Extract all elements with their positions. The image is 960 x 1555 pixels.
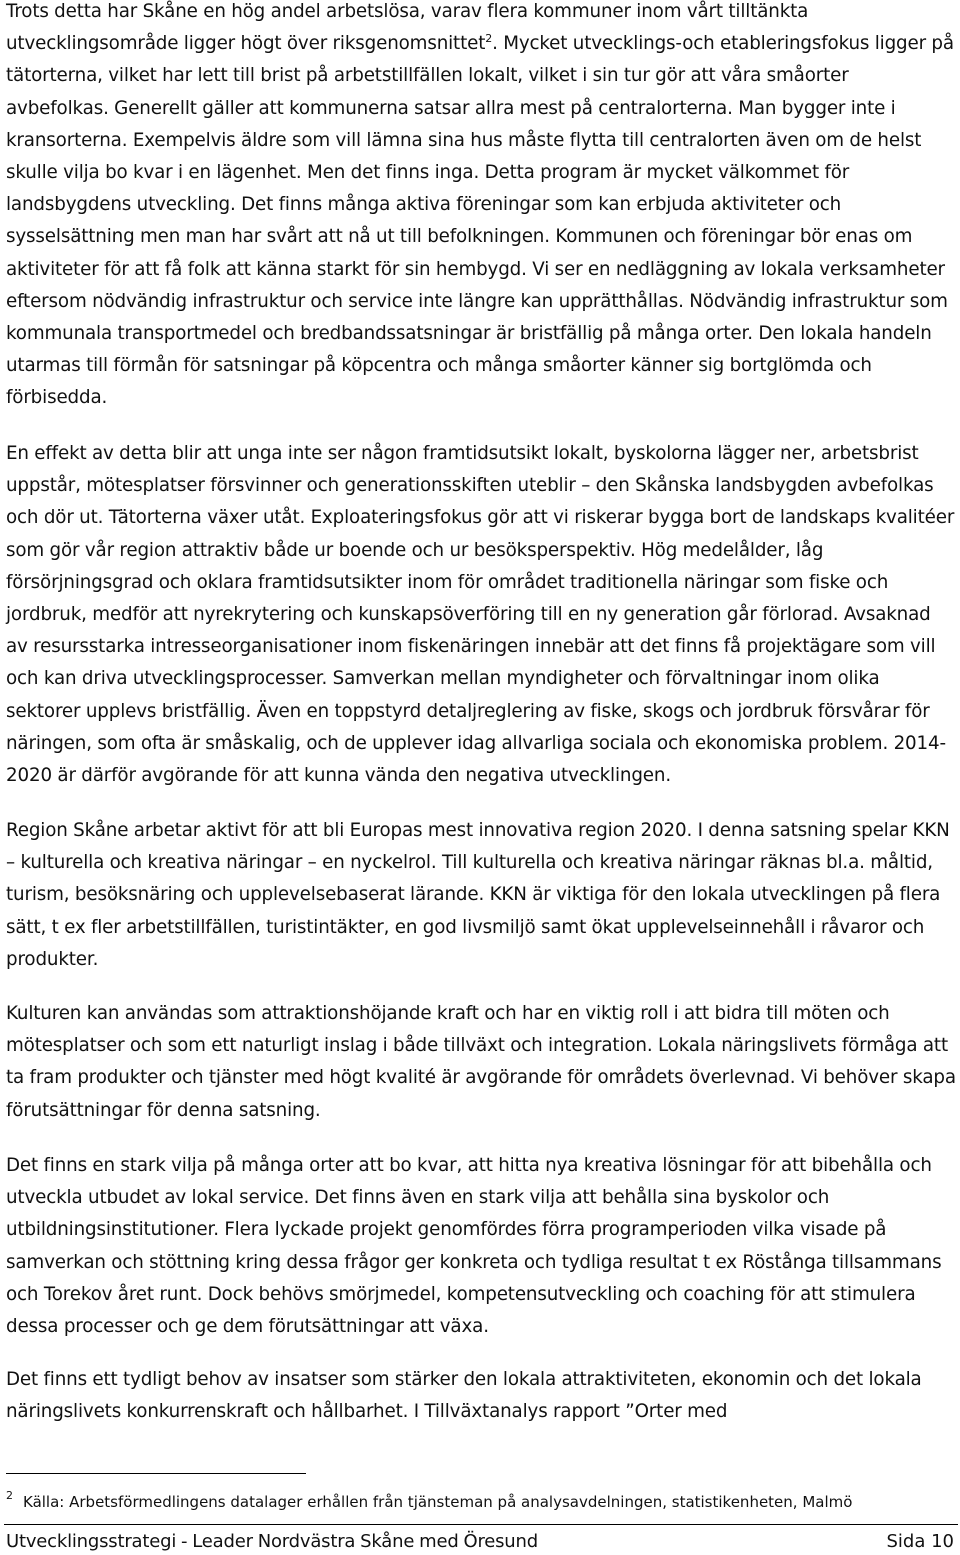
footnote-divider — [6, 1473, 306, 1474]
footnote-number: 2 — [6, 1489, 13, 1502]
paragraph-5: Det finns en stark vilja på många orter att bo kvar, att hitta nya kreativa lösningar för att bibehålla och utveckla utbudet av lokal service. Det finns även en stark vilja att behålla sina byskolor och utbildningsinstitutioner. Flera lyckade projekt genomfördes förra programperioden vilka visade på samverkan och stöttning kring dessa frågor ger konkreta och tydliga resultat t ex Röstånga tillsammans och Torekov året runt. Dock behövs smörjmedel, kompetensutveckling och coaching för att stimulera dessa processer och ge dem förutsättningar att växa. — [6, 1155, 942, 1338]
paragraph-1 — [6, 0, 956, 415]
footer-divider — [4, 1524, 958, 1525]
footnote — [6, 1483, 956, 1515]
footnote-text: Källa: Arbetsförmedlingens datalager erhållen från tjänsteman på analysavdelningen, statistikenheten, Malmö — [23, 1493, 853, 1511]
page-number: Sida 10 — [886, 1531, 954, 1552]
paragraph-1-text-end: . Mycket utvecklings-och etableringsfokus ligger på tätorterna, vilket har lett till brist på arbetstillfällen lokalt, vilket i sin tur gör att våra småorter avbefolkas. Generellt gäller att kommunerna satsar allra mest på centralorterna. Man bygger inte i kransorterna. Exempelvis äldre som vill lämna sina hus måste flytta till centralorten även om de helst skulle vilja bo kvar i en lägenhet. Men det finns inga. Detta program är mycket välkommet för landsbygdens utveckling. Det finns många aktiva föreningar som kan erbjuda aktiviteter och sysselsättning men man har svårt att nå ut till befolkningen. Kommunen och föreningar bör enas om aktiviteter för att få folk att känna starkt för sin hembygd. Vi ser en nedläggning av lokala verksamheter eftersom nödvändig infrastruktur och service inte längre kan upprätthållas. Nödvändig infrastruktur som kommunala transportmedel och bredbandssatsningar är bristfällig på många orter. Den lokala handeln utarmas till förmån för satsningar på köpcentra och många småorter känner sig bortglömda och förbisedda. — [6, 33, 954, 409]
paragraph-4: Kulturen kan användas som attraktionshöjande kraft och har en viktig roll i att bidra till möten och mötesplatser och som ett naturligt inslag i både tillväxt och integration. Lokala näringslivets förmåga att ta fram produkter och tjänster med högt kvalité är avgörande för områdets överlevnad. Vi behöver skapa förutsättningar för denna satsning. — [6, 1003, 956, 1121]
paragraph-1-text-start: Trots detta har Skåne en hög andel arbetslösa, varav flera kommuner inom vårt tilltänkta utvecklingsområde ligger högt över riksgenomsnittet — [6, 1, 809, 55]
footer-title: Utvecklingsstrategi - Leader Nordvästra Skåne med Öresund — [6, 1531, 538, 1552]
paragraph-2: En effekt av detta blir att unga inte ser någon framtidsutsikt lokalt, byskolorna lägger ner, arbetsbrist uppstår, mötesplatser försvinner och generationsskiften uteblir – den Skånska landsbygden avbefolkas och dör ut. Tätorterna växer utåt. Exploateringsfokus gör att vi riskerar bygga bort de landskaps kvalitéer som gör vår region attraktiv både ur boende och ur besöksperspektiv. Hög medelålder, låg försörjningsgrad och oklara framtidsutsikter inom för området traditionella näringar som fiske och jordbruk, medför att nyrekrytering och kunskapsöverföring till en ny generation går förlorad. Avsaknad av resursstarka intresseorganisationer inom fiskenäringen innebär att det finns få projektägare som vill och kan driva utvecklingsprocesser. Samverkan mellan myndigheter och förvaltningar inom olika sektorer upplevs bristfällig. Även en toppstyrd detaljreglering av fiske, skogs och jordbruk försvårar för näringen, som ofta är småskalig, och de upplever idag allvarliga sociala och ekonomiska problem. 2014-2020 är därför avgörande för att kunna vända den negativa utvecklingen. — [6, 443, 955, 787]
paragraph-6: Det finns ett tydligt behov av insatser som stärker den lokala attraktiviteten, ekonomin och det lokala näringslivets konkurrenskraft och hållbarhet. I Tillväxtanalys rapport ”Orter med — [6, 1369, 922, 1423]
paragraph-3: Region Skåne arbetar aktivt för att bli Europas mest innovativa region 2020. I denna satsning spelar KKN – kulturella och kreativa näringar – en nyckelrol. Till kulturella och kreativa näringar räknas bl.a. måltid, turism, besöksnäring och upplevelsebaserat lärande. KKN är viktiga för den lokala utvecklingen på flera sätt, t ex fler arbetstillfällen, turistintäkter, en god livsmiljö samt ökat upplevelseinnehåll i råvaror och produkter. — [6, 820, 950, 970]
footnote-reference[interactable]: 2 — [485, 32, 493, 46]
